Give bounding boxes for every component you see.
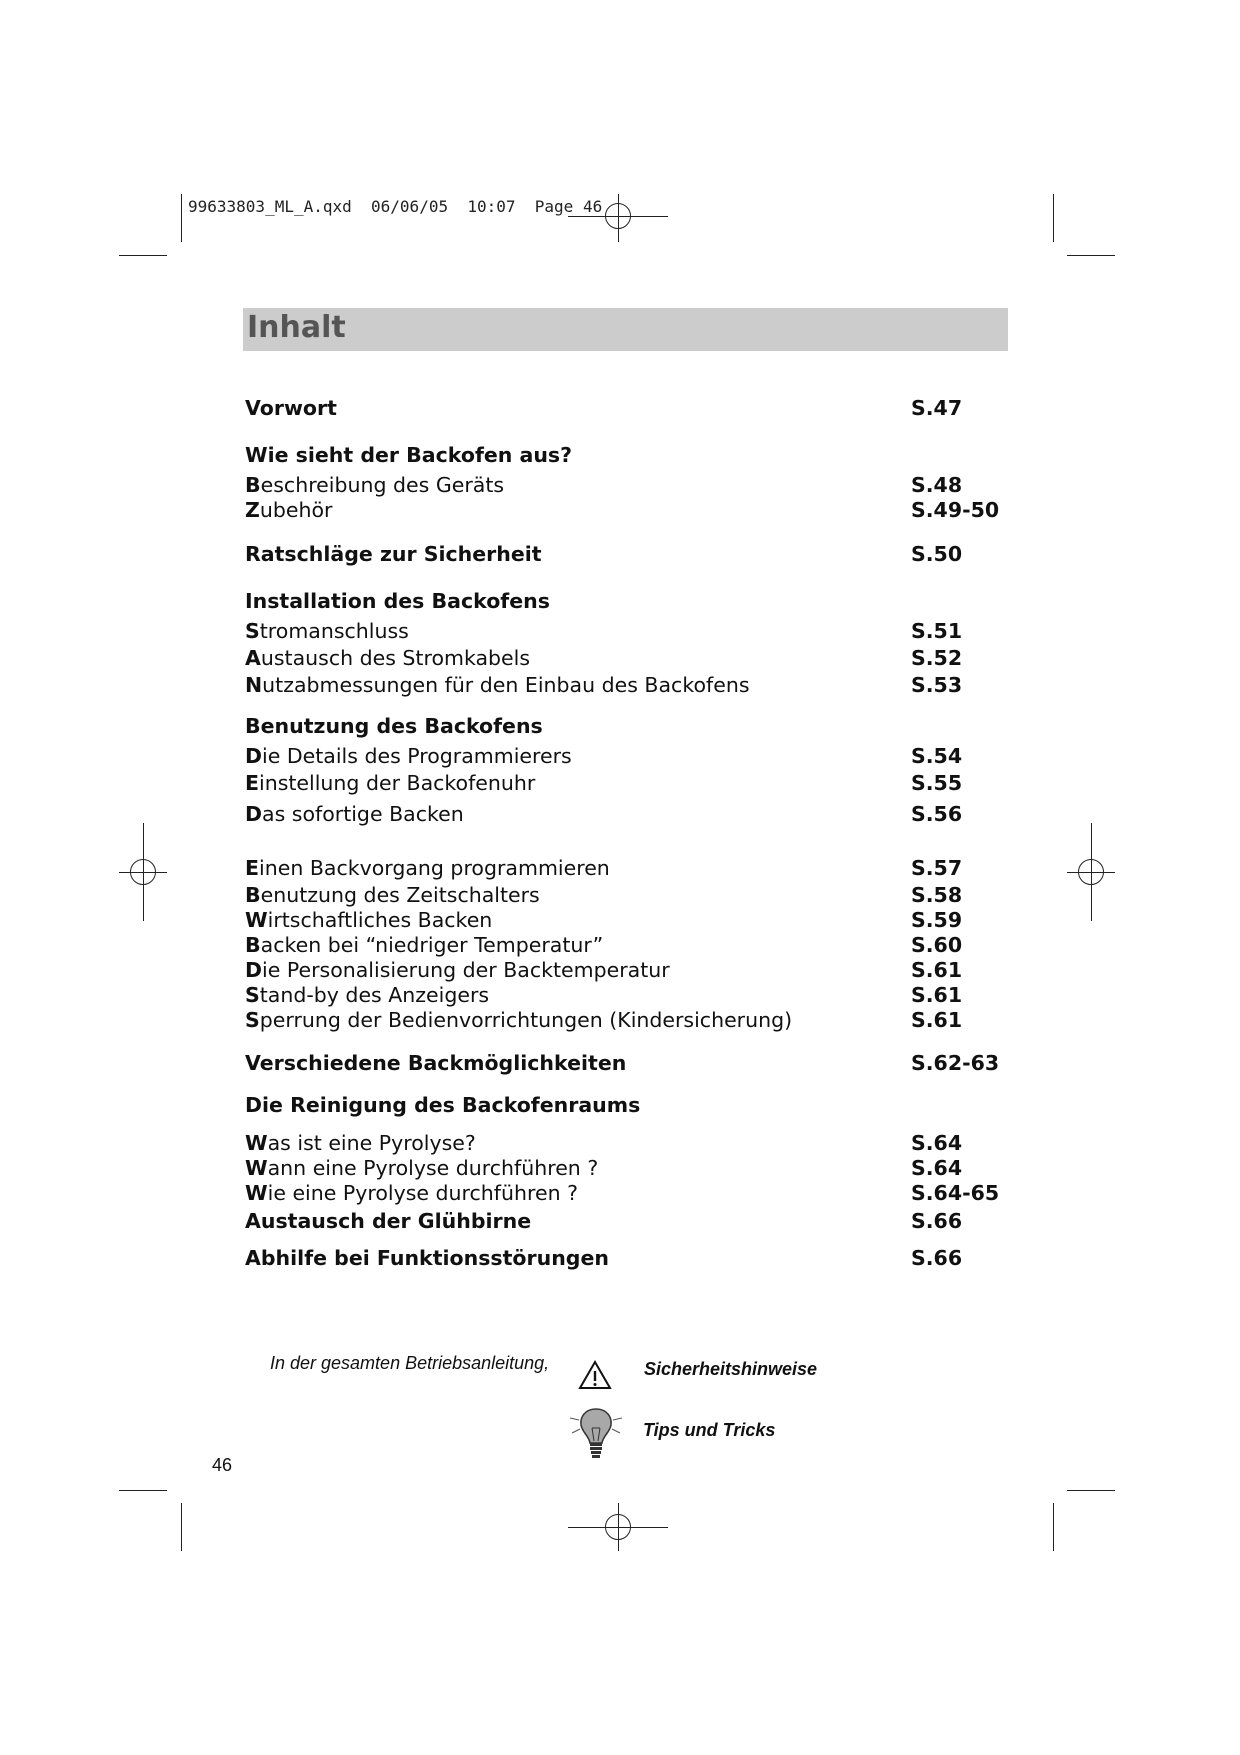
- toc-entry-label: [245, 1156, 598, 1180]
- toc-entry-text: ie Details des Programmierers: [262, 744, 572, 768]
- toc-entry-text: as ist eine Pyrolyse?: [267, 1131, 476, 1155]
- toc-entry-initial: W: [245, 1181, 268, 1205]
- warning-triangle-icon: [578, 1360, 612, 1390]
- toc-entry-initial: W: [245, 908, 268, 932]
- toc-entry-label: [245, 1246, 609, 1270]
- toc-entry-initial: D: [245, 802, 263, 826]
- registration-circle: [605, 203, 631, 229]
- toc-entry-label: [245, 1131, 476, 1155]
- toc-entry-initial: A: [245, 646, 261, 670]
- crop-mark: [181, 194, 182, 242]
- toc-entry-text: ubehör: [259, 498, 333, 522]
- legend-safety-label: Sicherheitshinweise: [644, 1359, 818, 1379]
- page-number: 46: [212, 1455, 233, 1475]
- light-bulb-icon: [566, 1405, 626, 1465]
- toc-entry-initial: W: [245, 1131, 268, 1155]
- toc-entry-page: S.66: [911, 1246, 963, 1270]
- toc-entry-initial: B: [245, 883, 261, 907]
- toc-entry-page: S.61: [911, 983, 963, 1007]
- toc-entry-page: S.51: [911, 619, 963, 643]
- toc-entry-page: S.59: [911, 908, 963, 932]
- toc-entry-initial: E: [245, 771, 260, 795]
- toc-entry-text: as sofortige Backen: [262, 802, 464, 826]
- toc-entry-text: Abhilfe bei Funktionsstörungen: [245, 1246, 609, 1270]
- toc-entry-label: [245, 883, 540, 907]
- toc-entry-page: S.52: [911, 646, 963, 670]
- toc-entry-text: tromanschluss: [259, 619, 409, 643]
- toc-entry-text: ustausch des Stromkabels: [260, 646, 531, 670]
- legend-tips-label: Tips und Tricks: [643, 1420, 776, 1440]
- toc-entry-text: Benutzung des Backofens: [245, 714, 543, 738]
- crop-mark: [1067, 255, 1115, 256]
- crop-mark: [119, 255, 167, 256]
- toc-entry-page: S.49-50: [911, 498, 1000, 522]
- toc-entry-page: S.54: [911, 744, 963, 768]
- toc-entry-text: Installation des Backofens: [245, 589, 550, 613]
- toc-entry-label: [245, 673, 750, 697]
- toc-entry-label: [245, 771, 535, 795]
- registration-circle: [1078, 859, 1104, 885]
- toc-entry-text: ann eine Pyrolyse durchführen ?: [267, 1156, 599, 1180]
- toc-entry-page: S.66: [911, 1209, 963, 1233]
- toc-entry-initial: S: [245, 1008, 260, 1032]
- registration-circle: [605, 1514, 631, 1540]
- toc-entry-initial: S: [245, 983, 260, 1007]
- toc-entry-initial: S: [245, 619, 260, 643]
- toc-entry-text: enutzung des Zeitschalters: [260, 883, 540, 907]
- toc-entry-label: [245, 856, 610, 880]
- toc-entry-text: Ratschläge zur Sicherheit: [245, 542, 542, 566]
- registration-circle: [130, 859, 156, 885]
- print-slug: 99633803_ML_A.qxd 06/06/05 10:07 Page 46: [188, 197, 603, 216]
- toc-entry-initial: Z: [245, 498, 260, 522]
- toc-entry-label: [245, 396, 337, 420]
- toc-entry-label: [245, 1008, 792, 1032]
- toc-entry-label: [245, 1209, 531, 1233]
- crop-mark: [1067, 1490, 1115, 1491]
- title-rest: nhalt: [258, 310, 346, 345]
- toc-entry-label: [245, 1093, 640, 1117]
- toc-entry-page: S.48: [911, 473, 963, 497]
- toc-entry-initial: D: [245, 744, 263, 768]
- toc-entry-page: S.56: [911, 802, 963, 826]
- toc-entry-text: Vorwort: [245, 396, 337, 420]
- toc-entry-label: [245, 1051, 626, 1075]
- toc-entry-initial: E: [245, 856, 260, 880]
- toc-entry-page: S.62-63: [911, 1051, 1000, 1075]
- toc-entry-text: utzabmessungen für den Einbau des Backofens: [262, 673, 750, 697]
- toc-entry-text: Austausch der Glühbirne: [245, 1209, 532, 1233]
- toc-entry-initial: N: [245, 673, 263, 697]
- toc-entry-page: S.61: [911, 1008, 963, 1032]
- toc-entry-label: [245, 498, 332, 522]
- toc-entry-text: instellung der Backofenuhr: [259, 771, 536, 795]
- toc-entry-page: S.50: [911, 542, 963, 566]
- toc-entry-label: [245, 714, 543, 738]
- toc-entry-page: S.53: [911, 673, 963, 697]
- toc-entry-label: [245, 908, 492, 932]
- crop-mark: [1053, 1503, 1054, 1551]
- crop-mark: [119, 1490, 167, 1491]
- toc-entry-initial: B: [245, 473, 261, 497]
- toc-entry-initial: D: [245, 958, 263, 982]
- toc-entry-label: [245, 744, 572, 768]
- toc-entry-text: ie Personalisierung der Backtemperatur: [262, 958, 670, 982]
- crop-mark: [181, 1503, 182, 1551]
- toc-entry-label: [245, 619, 409, 643]
- toc-entry-text: Verschiedene Backmöglichkeiten: [245, 1051, 627, 1075]
- toc-entry-page: S.57: [911, 856, 963, 880]
- toc-entry-label: [245, 802, 464, 826]
- toc-entry-text: Die Reinigung des Backofenraums: [245, 1093, 641, 1117]
- title-bar: [243, 308, 1008, 351]
- toc-entry-label: [245, 589, 550, 613]
- toc-entry-label: [245, 933, 603, 957]
- toc-entry-page: S.64: [911, 1156, 963, 1180]
- toc-entry-page: S.64-65: [911, 1181, 1000, 1205]
- toc-entry-initial: W: [245, 1156, 268, 1180]
- toc-entry-text: acken bei “niedriger Temperatur”: [260, 933, 604, 957]
- toc-entry-label: [245, 443, 572, 467]
- toc-entry-page: S.61: [911, 958, 963, 982]
- toc-entry-label: [245, 958, 670, 982]
- toc-entry-label: [245, 542, 542, 566]
- toc-entry-text: tand-by des Anzeigers: [259, 983, 490, 1007]
- toc-entry-text: perrung der Bedienvorrichtungen (Kindersicherung): [259, 1008, 793, 1032]
- toc-entry-text: ie eine Pyrolyse durchführen ?: [267, 1181, 578, 1205]
- legend-intro: In der gesamten Betriebsanleitung,: [270, 1353, 550, 1373]
- crop-mark: [1053, 194, 1054, 242]
- toc-entry-text: inen Backvorgang programmieren: [259, 856, 610, 880]
- toc-entry-label: [245, 983, 489, 1007]
- toc-entry-page: S.55: [911, 771, 963, 795]
- toc-entry-page: S.58: [911, 883, 963, 907]
- toc-entry-text: eschreibung des Geräts: [260, 473, 505, 497]
- toc-entry-text: Wie sieht der Backofen aus?: [245, 443, 573, 467]
- page-title: [247, 310, 346, 345]
- toc-entry-label: [245, 646, 530, 670]
- toc-entry-label: [245, 473, 504, 497]
- toc-entry-label: [245, 1181, 578, 1205]
- toc-entry-page: S.47: [911, 396, 963, 420]
- toc-entry-page: S.64: [911, 1131, 963, 1155]
- toc-entry-page: S.60: [911, 933, 963, 957]
- toc-entry-text: irtschaftliches Backen: [267, 908, 493, 932]
- toc-entry-initial: B: [245, 933, 261, 957]
- title-initial: I: [247, 310, 259, 345]
